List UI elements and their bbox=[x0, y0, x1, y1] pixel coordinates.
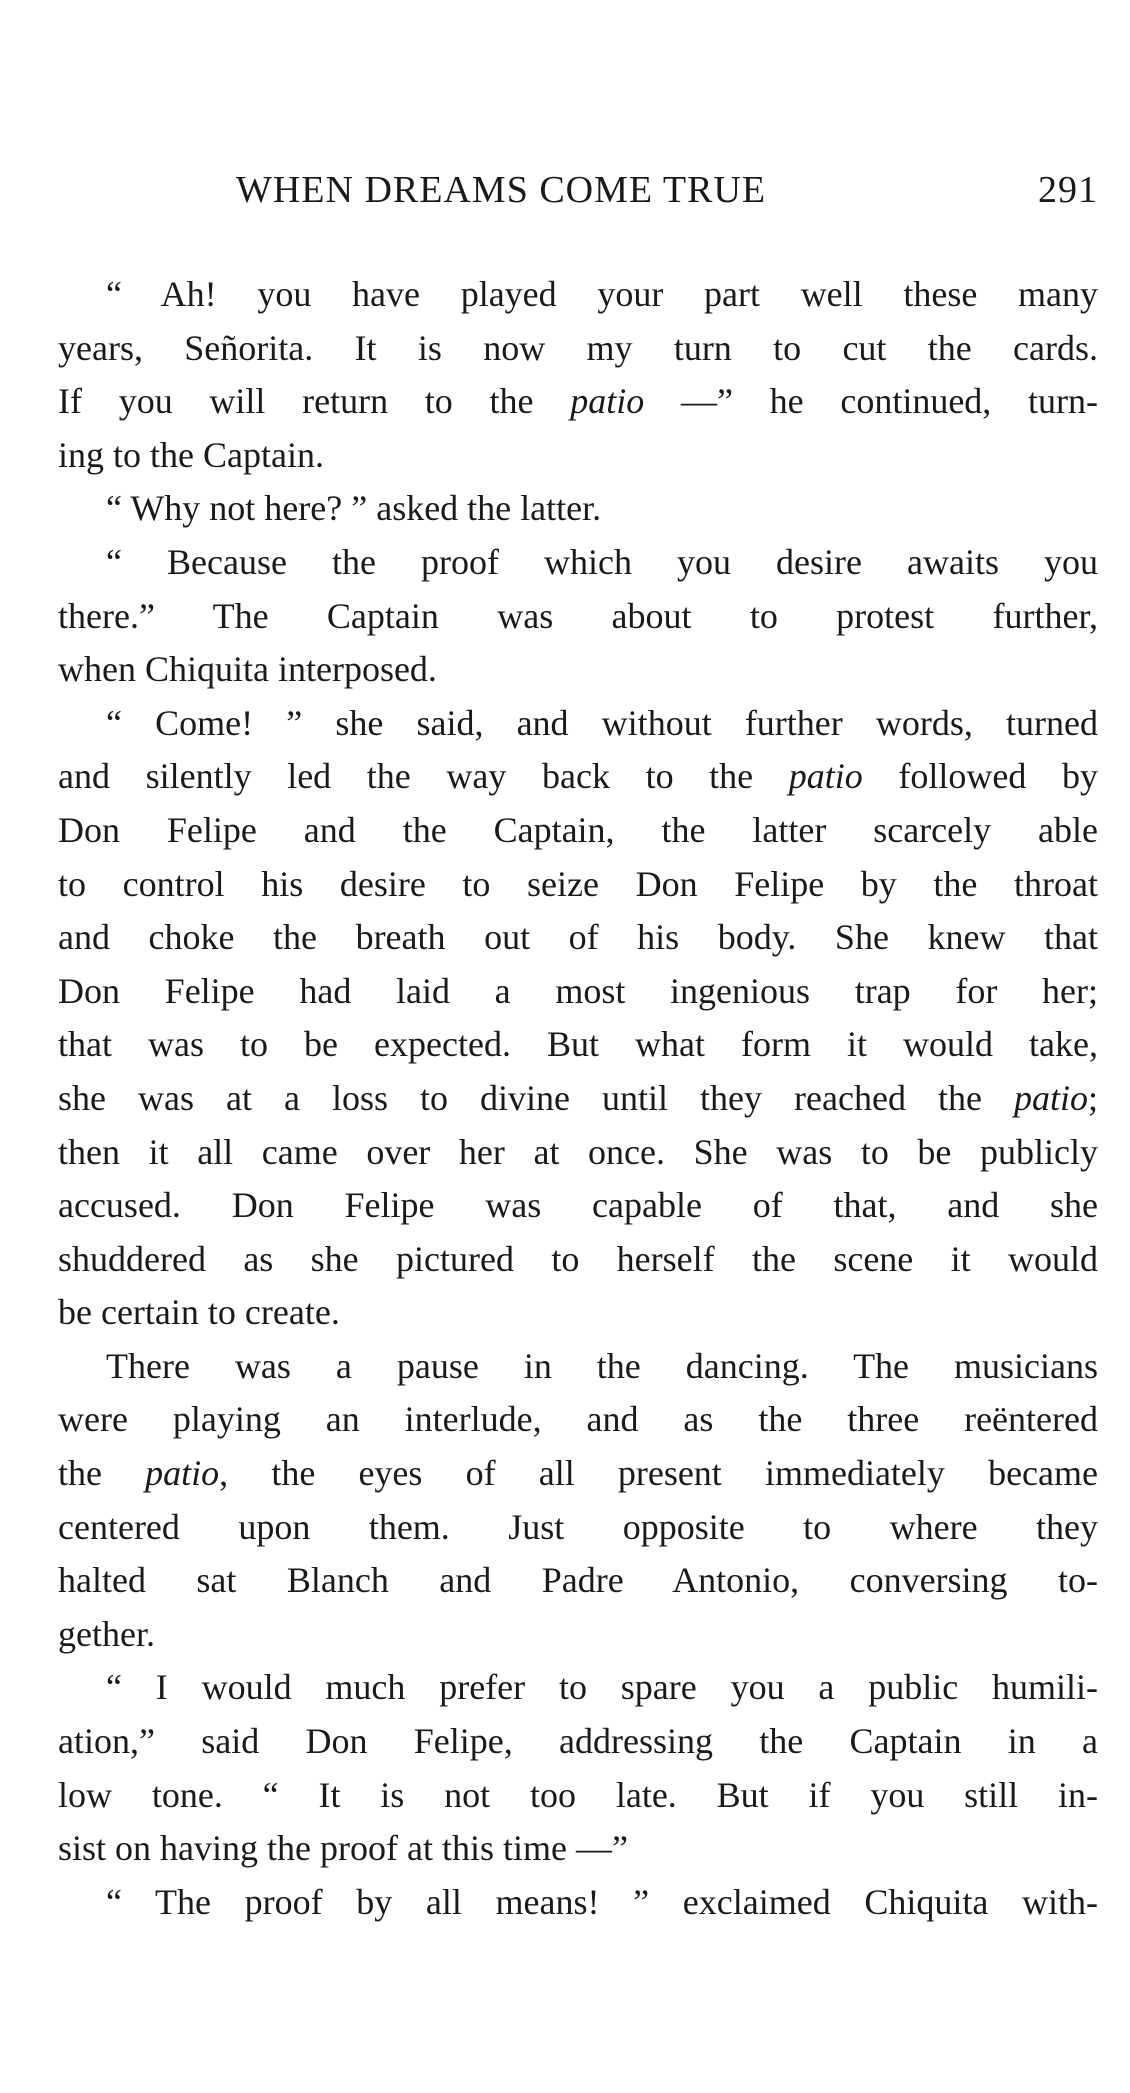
italic-term: patio bbox=[788, 756, 863, 797]
text-line: to control his desire to seize Don Felipe by the throat bbox=[58, 863, 1098, 904]
text-line: the patio, the eyes of all present immediately became bbox=[58, 1453, 1098, 1494]
text-line: when Chiquita interposed. bbox=[58, 649, 437, 690]
text-line: centered upon them. Just opposite to where they bbox=[58, 1506, 1098, 1547]
text-line: ation,” said Don Felipe, addressing the Captain in a bbox=[58, 1721, 1098, 1762]
text-line: then it all came over her at once. She was to be publicly bbox=[58, 1131, 1098, 1172]
text-line: “ Why not here? ” asked the latter. bbox=[106, 488, 602, 529]
italic-term: patio bbox=[570, 381, 645, 422]
body-text bbox=[58, 268, 1098, 1929]
text-line: “ Come! ” she said, and without further words, turned bbox=[106, 702, 1098, 743]
text-line: Don Felipe and the Captain, the latter scarcely able bbox=[58, 809, 1098, 850]
text-line: ing to the Captain. bbox=[58, 434, 324, 475]
text-line: and choke the breath out of his body. She knew that bbox=[58, 917, 1098, 958]
text-line: There was a pause in the dancing. The musicians bbox=[106, 1345, 1098, 1386]
text-line: she was at a loss to divine until they reached the patio; bbox=[58, 1077, 1098, 1118]
text-line: accused. Don Felipe was capable of that, and she bbox=[58, 1185, 1098, 1226]
text-line: “ Ah! you have played your part well these many bbox=[106, 274, 1098, 314]
text-line: shuddered as she pictured to herself the scene it would bbox=[58, 1238, 1098, 1279]
running-title: WHEN DREAMS COME TRUE bbox=[236, 169, 767, 211]
text-line: halted sat Blanch and Padre Antonio, conversing to- bbox=[58, 1560, 1098, 1601]
text-line: low tone. “ It is not too late. But if you still in- bbox=[58, 1774, 1098, 1815]
text-line: be certain to create. bbox=[58, 1292, 340, 1333]
text-line: there.” The Captain was about to protest further, bbox=[58, 595, 1098, 636]
text-line: sist on having the proof at this time —” bbox=[58, 1828, 628, 1869]
italic-term: patio bbox=[145, 1453, 220, 1494]
text-line: “ Because the proof which you desire awaits you bbox=[106, 541, 1098, 582]
text-line: were playing an interlude, and as the three reëntered bbox=[58, 1399, 1098, 1440]
page-number: 291 bbox=[1038, 169, 1098, 211]
text-line: years, Señorita. It is now my turn to cut the cards. bbox=[58, 327, 1098, 368]
text-line: and silently led the way back to the patio followed by bbox=[58, 756, 1098, 797]
text-line: If you will return to the patio —” he continued, turn- bbox=[58, 381, 1098, 422]
text-line: “ The proof by all means! ” exclaimed Chiquita with- bbox=[106, 1881, 1098, 1922]
text-line: Don Felipe had laid a most ingenious trap for her; bbox=[58, 970, 1098, 1011]
running-head bbox=[58, 168, 1098, 218]
text-line: that was to be expected. But what form it would take, bbox=[58, 1024, 1098, 1065]
text-line: “ I would much prefer to spare you a public humili- bbox=[106, 1667, 1098, 1708]
italic-term: patio bbox=[1013, 1077, 1088, 1118]
text-line: gether. bbox=[58, 1613, 155, 1654]
